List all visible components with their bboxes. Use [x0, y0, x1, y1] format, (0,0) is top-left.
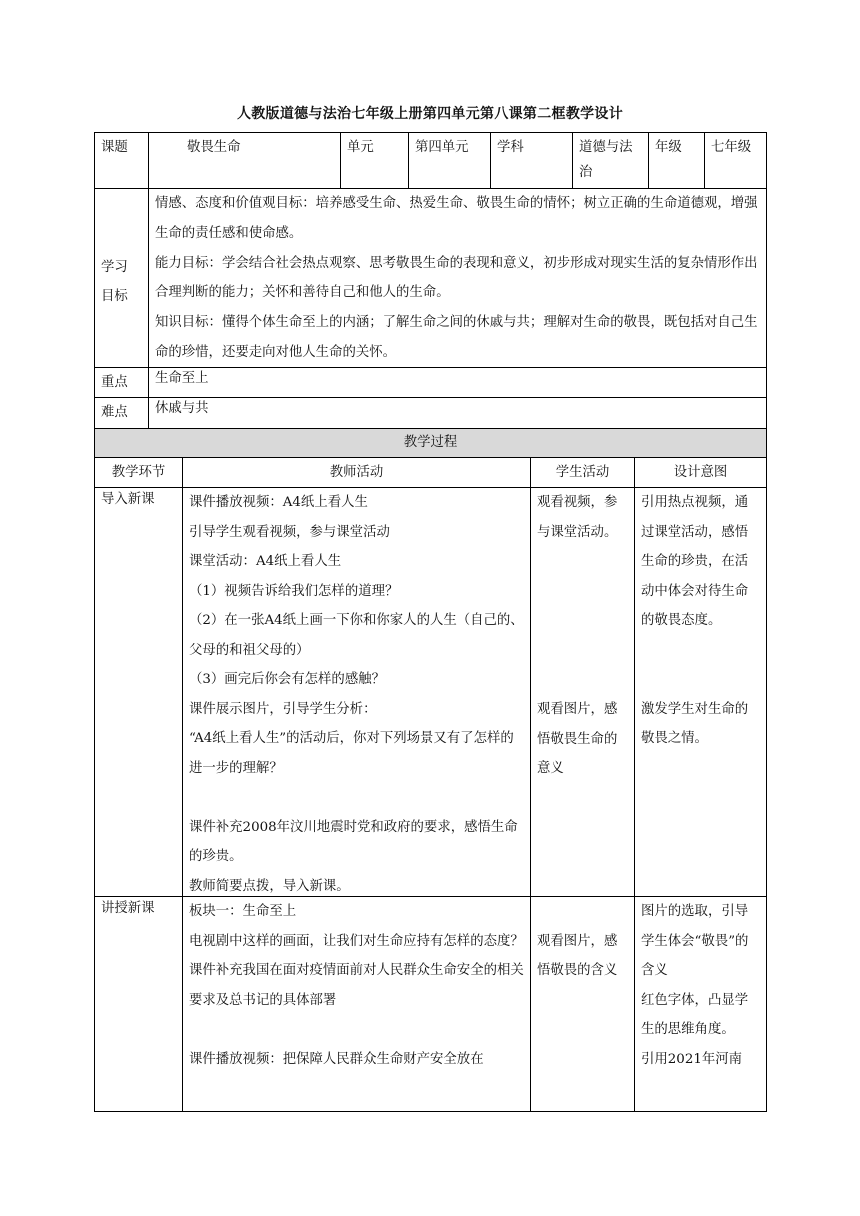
difficulty-label: 难点: [101, 405, 128, 420]
key-point-label-cell: [94, 367, 149, 398]
intro-teacher-line: （1）视频告诉给我们怎样的道理？: [189, 583, 399, 599]
key-point-label: 重点: [101, 375, 128, 390]
intro-teacher-line: 课堂活动：A4纸上看人生: [189, 554, 342, 569]
subject-label: 学科: [497, 140, 524, 155]
goals-label-cell: [94, 188, 149, 368]
intro-stage: 导入新课: [101, 492, 155, 507]
topic-value: 敬畏生命: [187, 140, 241, 155]
col-header-stage: 教学环节: [94, 457, 183, 488]
intro-teacher-line: “A4纸上看人生”的活动后，你对下列场景又有了怎样的进一步的理解？: [189, 731, 514, 776]
goals-content-cell: [148, 188, 767, 368]
lesson-teacher-line: 课件播放视频：把保障人民群众生命财产安全放在: [189, 1051, 484, 1067]
lesson-stage: 讲授新课: [101, 901, 155, 916]
topic-label: 课题: [101, 140, 128, 155]
lesson-intent-line: 图片的选取，引导学生体会“敬畏”的含义: [641, 904, 749, 978]
lesson-stage-cell: [94, 896, 183, 1112]
unit-label: 单元: [347, 140, 374, 155]
grade-value-cell: [704, 132, 767, 189]
intro-teacher-line: 教师简要点拨，导入新课。: [189, 878, 350, 894]
difficulty-value-cell: [148, 397, 767, 429]
lesson-teacher-line: 电视剧中这样的画面，让我们对生命应持有怎样的态度？: [189, 933, 524, 949]
intro-stage-cell: [94, 487, 183, 897]
lesson-teacher-line: 板块一：生命至上: [189, 904, 297, 919]
difficulty-value: 休戚与共: [155, 401, 209, 416]
intro-teacher-line: 引导学生观看视频，参与课堂活动: [189, 524, 390, 540]
grade-value: 七年级: [711, 140, 752, 155]
col-header-teacher: 教师活动: [182, 457, 531, 488]
intro-student-line: 观看图片，感悟敬畏生命的意义: [537, 702, 618, 776]
topic-label-cell: [94, 132, 149, 189]
goal-knowledge: 知识目标：懂得个体生命至上的内涵；了解生命之间的休戚与共；理解对生命的敬畏，既包括对自己生命的珍惜，还要走向对他人生命的关怀。: [155, 315, 758, 360]
lesson-teacher-cell: [182, 896, 531, 1112]
lesson-teacher-line: 课件补充我国在面对疫情面前对人民群众生命安全的相关要求及总书记的具体部署: [189, 963, 524, 1008]
process-heading-cell: [94, 428, 767, 458]
unit-value-cell: [408, 132, 491, 189]
goal-ability: 能力目标：学会结合社会热点观察、思考敬畏生命的表现和意义，初步形成对现实生活的复杂情形作出合理判断的能力；关怀和善待自己和他人的生命。: [155, 255, 758, 301]
subject-label-cell: [490, 132, 573, 189]
unit-label-cell: [340, 132, 409, 189]
col-header-intent: 设计意图: [634, 457, 767, 488]
difficulty-label-cell: [94, 397, 149, 429]
topic-value-cell: [148, 132, 341, 189]
lesson-student-cell: [530, 896, 635, 1112]
lesson-student-line: 观看图片，感悟敬畏的含义: [537, 933, 618, 978]
intro-intent-line: 引用热点视频，通过课堂活动，感悟生命的珍贵，在活动中体会对待生命的敬畏态度。: [641, 495, 749, 628]
lesson-intent-line: 红色字体，凸显学生的思维角度。: [641, 992, 749, 1037]
lesson-intent-line: 引用2021年河南: [641, 1051, 743, 1067]
intro-intent-line: 激发学生对生命的敬畏之情。: [641, 701, 749, 746]
intro-intent-cell: [634, 487, 767, 897]
document-title: 人教版道德与法治七年级上册第四单元第八课第二框教学设计: [236, 106, 624, 122]
key-point-value: 生命至上: [155, 371, 209, 386]
intro-student-line: 观看视频，参与课堂活动。: [537, 495, 618, 540]
grade-label: 年级: [655, 140, 682, 155]
intro-teacher-line: 课件播放视频：A4纸上看人生: [189, 495, 368, 510]
col-header-student: 学生活动: [530, 457, 635, 488]
subject-value-cell: [572, 132, 649, 189]
intro-teacher-line: 课件展示图片，引导学生分析：: [189, 701, 377, 717]
intro-student-cell: [530, 487, 635, 897]
unit-value: 第四单元: [415, 140, 469, 155]
intro-teacher-line: 课件补充2008年汶川地震时党和政府的要求，感悟生命的珍贵。: [189, 819, 518, 864]
intro-teacher-cell: [182, 487, 531, 897]
goals-label: 学习目标: [101, 260, 128, 304]
grade-label-cell: [648, 132, 705, 189]
goal-attitude: 情感、态度和价值观目标：培养感受生命、热爱生命、敬畏生命的情怀；树立正确的生命道德观，增强生命的责任感和使命感。: [155, 196, 758, 241]
intro-teacher-line: （2）在一张A4纸上画一下你和你家人的人生（自己的、父母的和祖父母的）: [189, 613, 524, 658]
process-heading: 教学过程: [403, 435, 458, 450]
intro-teacher-line: （3）画完后你会有怎样的感触？: [189, 672, 385, 687]
lesson-intent-cell: [634, 896, 767, 1112]
subject-value: 道德与法治: [579, 140, 633, 180]
key-point-value-cell: [148, 367, 767, 398]
